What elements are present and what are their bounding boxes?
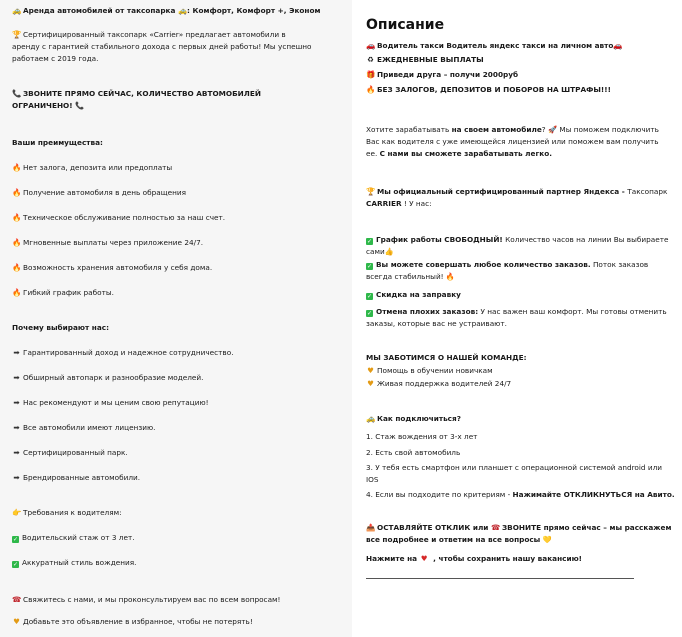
heart-icon: ♥ (367, 379, 374, 388)
partner-line-2: CARRIER ! У нас: (366, 199, 432, 208)
check-icon: ✓ (12, 561, 19, 568)
favorite-line: ♥ Добавьте это объявление в избранное, чтобы не потерять! (13, 617, 253, 626)
fire-icon: 🔥 (12, 288, 22, 297)
earn-line-3: ее. С нами вы сможете зарабатывать легко. (366, 149, 553, 158)
cta-line-2: все подробнее и ответим на все вопросы 💛 (366, 535, 552, 544)
check-icon: ✓ (366, 293, 373, 300)
arrow-right-icon: ➡ (13, 398, 20, 407)
why-item: ➡ Брендированные автомобили. (13, 473, 141, 482)
feature-orders-cont: всегда стабильный! 🔥 (366, 272, 456, 281)
why-heading: Почему выбирают нас: (12, 323, 109, 332)
requirement-item: ✓ Водительский стаж от 3 лет. (12, 533, 135, 543)
description-panel (352, 0, 682, 637)
intro-line-1: 🏆 Сертифицированный таксопарк «Carrier» предлагает автомобили в (12, 30, 286, 39)
left-title: 🚕 Аренда автомобилей от таксопарка 🚕: Комфорт, Комфорт +, Эконом (12, 6, 321, 15)
connect-heading: 🚕 Как подключиться? (366, 414, 461, 423)
feature-cancel: ✓ Отмена плохих заказов: У нас важен ваш комфорт. Мы готовы отменить (366, 307, 667, 317)
taxi-icon: 🚕 (366, 414, 376, 423)
partner-line-1: 🏆 Мы официальный сертифицированный партнер Яндекса - Таксопарк (366, 187, 668, 196)
gift-icon: 🎁 (366, 70, 376, 79)
fire-icon: 🔥 (12, 213, 22, 222)
top-line-referral: 🎁 Приведи друга – получи 2000руб (366, 70, 519, 79)
advantage-item: 🔥 Техническое обслуживание полностью за наш счет. (12, 213, 226, 222)
contact-line: ☎ Свяжитесь с нами, и мы проконсультируем вас по всем вопросам! (12, 595, 281, 604)
telephone-icon: ☎ (12, 595, 22, 604)
heart-icon: ♥ (420, 554, 428, 563)
requirement-item: ✓ Аккуратный стиль вождения. (12, 558, 137, 568)
step-item: 4. Если вы подходите по критериям - Нажимайте ОТКЛИКНУТЬСЯ на Авито. (366, 490, 675, 499)
divider-line (366, 578, 634, 579)
fire-icon: 🔥 (12, 263, 22, 272)
check-icon: ✓ (366, 238, 373, 245)
description-heading: Описание (366, 17, 445, 33)
step-item: 1. Стаж вождения от 3-х лет (366, 432, 478, 441)
team-item: ♥ Живая поддержка водителей 24/7 (367, 379, 512, 388)
step-item: 2. Есть свой автомобиль (366, 448, 461, 457)
team-item: ♥ Помощь в обучении новичкам (367, 366, 493, 375)
recycle-icon: ♻ (367, 55, 374, 64)
top-line-no-deposit: 🔥 БЕЗ ЗАЛОГОВ, ДЕПОЗИТОВ И ПОБОРОВ НА ШТРАФЫ!!! (366, 85, 611, 94)
arrow-right-icon: ➡ (13, 448, 20, 457)
earn-line-2: Вас как водителя с уже имеющейся лицензией или поможем вам получить (366, 137, 659, 146)
fire-icon: 🔥 (12, 163, 22, 172)
car-icon: 🚗 (366, 41, 376, 50)
advantage-item: 🔥 Мгновенные выплаты через приложение 24/7. (12, 238, 204, 247)
feature-fuel: ✓ Скидка на заправку (366, 290, 461, 300)
car-icon: 🚗 (613, 41, 623, 50)
why-item: ➡ Сертифицированный парк. (13, 448, 128, 457)
check-icon: ✓ (366, 263, 373, 270)
cta-line-1: 📤 ОСТАВЛЯЙТЕ ОТКЛИК или ☎ ЗВОНИТЕ прямо сейчас – мы расскажем (366, 523, 672, 532)
advantage-item: 🔥 Возможность хранения автомобиля у себя дома. (12, 263, 213, 272)
fire-icon: 🔥 (366, 85, 376, 94)
call-line-1: 📞 ЗВОНИТЕ ПРЯМО СЕЙЧАС, КОЛИЧЕСТВО АВТОМОБИЛЕЙ (12, 89, 261, 98)
call-line-2: ОГРАНИЧЕНО! 📞 (12, 101, 85, 110)
check-icon: ✓ (366, 310, 373, 317)
feature-cancel-cont: заказы, которые вас не устраивают. (366, 319, 507, 328)
step-item: 3. У тебя есть смартфон или планшет с операционной системой android или (366, 463, 663, 472)
arrow-right-icon: ➡ (13, 473, 20, 482)
top-line-payouts: ♻ ЕЖЕДНЕВНЫЕ ВЫПЛАТЫ (367, 55, 484, 64)
outbox-icon: 📤 (366, 523, 376, 532)
why-item: ➡ Нас рекомендуют и мы ценим свою репутацию! (13, 398, 209, 407)
advantages-heading: Ваши преимущества: (12, 138, 103, 147)
trophy-icon: 🏆 (12, 30, 22, 39)
earn-line-1: Хотите зарабатывать на своем автомобиле? 🚀 Мы поможем подключить (366, 125, 659, 134)
arrow-right-icon: ➡ (13, 423, 20, 432)
fire-icon: 🔥 (12, 238, 22, 247)
fire-icon: 🔥 (12, 188, 22, 197)
telephone-icon: ☎ (490, 523, 501, 532)
feature-schedule: ✓ График работы СВОБОДНЫЙ! Количество часов на линии Вы выбираете (366, 235, 669, 245)
trophy-icon: 🏆 (366, 187, 376, 196)
team-heading: МЫ ЗАБОТИМСЯ О НАШЕЙ КОМАНДЕ: (366, 353, 527, 362)
taxi-icon: 🚕 (12, 6, 22, 15)
why-item: ➡ Все автомобили имеют лицензию. (13, 423, 156, 432)
requirements-heading: 👉 Требования к водителям: (12, 508, 122, 517)
feature-orders: ✓ Вы можете совершать любое количество заказов. Поток заказов (366, 260, 649, 270)
save-line: Нажмите на ♥ , чтобы сохранить нашу вакансию! (366, 554, 582, 563)
check-icon: ✓ (12, 536, 19, 543)
why-item: ➡ Обширный автопарк и разнообразие моделей. (13, 373, 204, 382)
arrow-right-icon: ➡ (13, 373, 20, 382)
phone-icon: 📞 (12, 89, 22, 98)
advantage-item: 🔥 Гибкий график работы. (12, 288, 114, 297)
step-item: IOS (366, 475, 379, 484)
pointing-hand-icon: 👉 (12, 508, 22, 517)
advantage-item: 🔥 Нет залога, депозита или предоплаты (12, 163, 173, 172)
intro-line-3: работаем с 2019 года. (12, 54, 99, 63)
heart-icon: ♥ (13, 617, 20, 626)
top-line-driver: 🚗 Водитель такси Водитель яндекс такси на личном авто🚗 (366, 41, 623, 50)
advantage-item: 🔥 Получение автомобиля в день обращения (12, 188, 187, 197)
why-item: ➡ Гарантированный доход и надежное сотрудничество. (13, 348, 234, 357)
heart-icon: ♥ (367, 366, 374, 375)
arrow-right-icon: ➡ (13, 348, 20, 357)
feature-schedule-cont: сами👍 (366, 247, 394, 256)
intro-line-2: аренду с гарантией стабильного дохода с первых дней работы! Мы успешно (12, 42, 312, 51)
